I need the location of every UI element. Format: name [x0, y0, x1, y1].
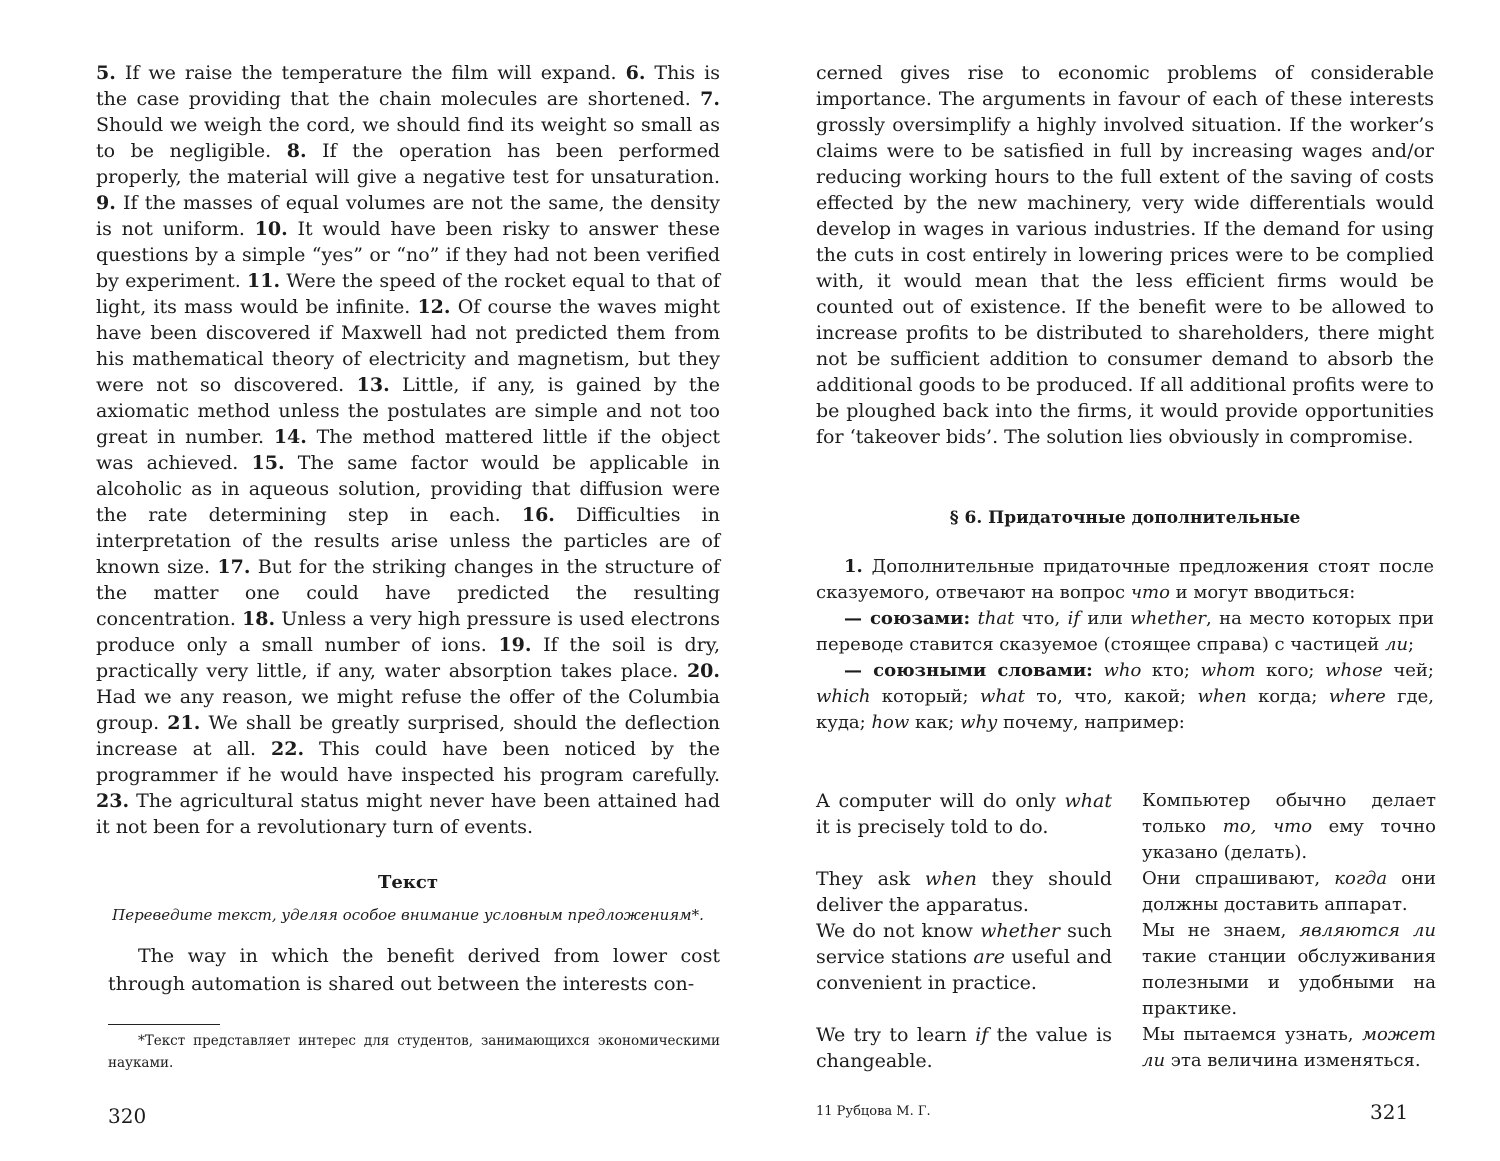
text-heading: Текст — [378, 872, 438, 893]
sentence-number: 17. — [217, 556, 251, 578]
sentence-text: Of course the waves might have been discovered if Maxwell had not predicted them from his mathematical theory of electricity and magnetism, but they were not so discovered. — [96, 296, 721, 396]
sentence-number: 8. — [286, 140, 307, 162]
sentence-number: 6. — [625, 62, 646, 84]
text-instruction: Переведите текст, уделяя особое внимание условным предложениям*. — [112, 906, 704, 924]
sentence-text: If the operation has been performed properly, the material will give a negative test for unsaturation. — [96, 140, 720, 188]
sentence-number: 12. — [417, 296, 451, 318]
footnote: *Текст представляет интерес для студентов, занимающихся экономическими науками. — [108, 1033, 720, 1071]
sentence-number: 11. — [247, 270, 281, 292]
running-footer: 11 Рубцова М. Г. — [816, 1104, 931, 1119]
text-paragraph-continued: cerned gives rise to economic problems of considerable importance. The arguments in favour of each of these interests grossly oversimplify a highly involved situation. If the worker’s claims were to be satisfied in full by increasing wages and/or reducing working hours to the full extent of the saving of costs effected by the new machinery, very wide differentials would develop in wages in various industries. If the demand for using the cuts in cost entirely in lowering prices were to be complied with, it would mean that the less efficient firms would be counted out of existence. If the benefit were to be allowed to increase profits to be distributed to shareholders, there might not be sufficient addition to consumer demand to absorb the additional goods to be produced. If all additional profits were to be ploughed back into the firms, it would provide opportunities for ‘takeover bids’. The solution lies obviously in compromise. — [816, 62, 1434, 448]
sentence-number: 10. — [254, 218, 288, 240]
sentence-text: Unless a very high pressure is used electrons produce only a small number of ions. — [96, 608, 720, 656]
example-russian: Компьютер обычно делает только то, что ему точно указано (делать). — [1142, 790, 1437, 863]
sentence-text: If we raise the temperature the film will expand. — [115, 62, 626, 84]
footnote-divider — [108, 1024, 220, 1025]
sentence-text: It would have been risky to answer these questions by a simple “yes” or “no” if they had not been verified by experiment. — [96, 218, 720, 292]
example-russian: Мы пытаемся узнать, может ли эта величина изменяться. — [1142, 1024, 1436, 1071]
sentence-number: 22. — [271, 738, 305, 760]
sentence-number: 5. — [96, 62, 116, 84]
sentence-text: This is the case providing that the chain molecules are shortened. — [96, 62, 720, 110]
section-heading: § 6. Придаточные дополнительные — [949, 508, 1301, 528]
exercise-sentences — [96, 60, 720, 840]
section-intro — [816, 554, 1434, 736]
sentence-text: Difficulties in interpretation of the results arise unless the particles are of known size. — [96, 504, 720, 578]
sentence-number: 15. — [251, 452, 285, 474]
sentence-text: This could have been noticed by the programmer if he would have inspected his program carefully. — [96, 738, 720, 786]
rule-number: 1. — [844, 556, 863, 577]
page-number-left: 320 — [108, 1104, 147, 1128]
sentence-number: 9. — [96, 192, 116, 214]
conjunctive-words-item: — союзными словами: who кто; whom кого; whose чей; which который; what то, что, какой; when когда; where где, куда; how как; why почему, например: — [816, 660, 1434, 733]
sentence-text: Little, if any, is gained by the axiomatic method unless the postulates are simple and not too great in number. — [96, 374, 721, 448]
conjunctions-item: — союзами: that что, if или whether, на место которых при переводе ставится сказуемое (стоящее справа) с частицей ли; — [816, 608, 1434, 655]
sentence-number: 23. — [96, 790, 130, 812]
sentence-number: 16. — [521, 504, 555, 526]
right-page — [790, 0, 1500, 1161]
sentence-text: If the soil is dry, practically very little, if any, water absorption takes place. — [96, 634, 720, 682]
text-paragraph-start: The way in which the benefit derived from lower cost through automation is shared out between the interests con- — [108, 945, 720, 995]
sentence-number: 7. — [700, 88, 720, 110]
example-russian: Они спрашивают, когда они должны доставить аппарат. Мы не знаем, являются ли такие станции обслуживания полезными и удобными на практике. — [1142, 868, 1436, 1019]
sentence-number: 13. — [356, 374, 390, 396]
sentence-number: 14. — [273, 426, 307, 448]
intro-rule: 1. Дополнительные придаточные предложения стоят после сказуемого, отвечают на вопрос что и могут вводиться: — [816, 556, 1434, 603]
example-english: They ask when they should deliver the apparatus. We do not know whether such service stations are useful and convenient in practice. — [816, 868, 1112, 994]
sentence-text: Were the speed of the rocket equal to that of light, its mass would be infinite. — [96, 270, 720, 318]
sentence-number: 20. — [686, 660, 720, 682]
sentence-text: Had we any reason, we might refuse the offer of the Columbia group. — [96, 686, 720, 734]
sentence-text: But for the striking changes in the structure of the matter one could have predicted the resulting concentration. — [96, 556, 720, 630]
sentence-text: The method mattered little if the object was achieved. — [96, 426, 720, 474]
sentence-text: If the masses of equal volumes are not the same, the density is not uniform. — [96, 192, 720, 240]
example-english: We try to learn if the value is changeable. — [816, 1024, 1112, 1072]
example-english: A computer will do only what it is precisely told to do. — [816, 790, 1112, 838]
sentence-number: 18. — [242, 608, 276, 630]
sentence-number: 19. — [498, 634, 532, 656]
page-number-right: 321 — [1370, 1100, 1409, 1124]
sentence-text: The agricultural status might never have been attained had it not been for a revolutionary turn of events. — [96, 790, 720, 838]
sentence-text: Should we weigh the cord, we should find its weight so small as to be negligible. — [96, 114, 720, 162]
sentence-text: We shall be greatly surprised, should the deflection increase at all. — [96, 712, 720, 760]
sentence-number: 21. — [167, 712, 201, 734]
sentence-text: The same factor would be applicable in alcoholic as in aqueous solution, providing that diffusion were the rate determining step in each. — [96, 452, 720, 526]
